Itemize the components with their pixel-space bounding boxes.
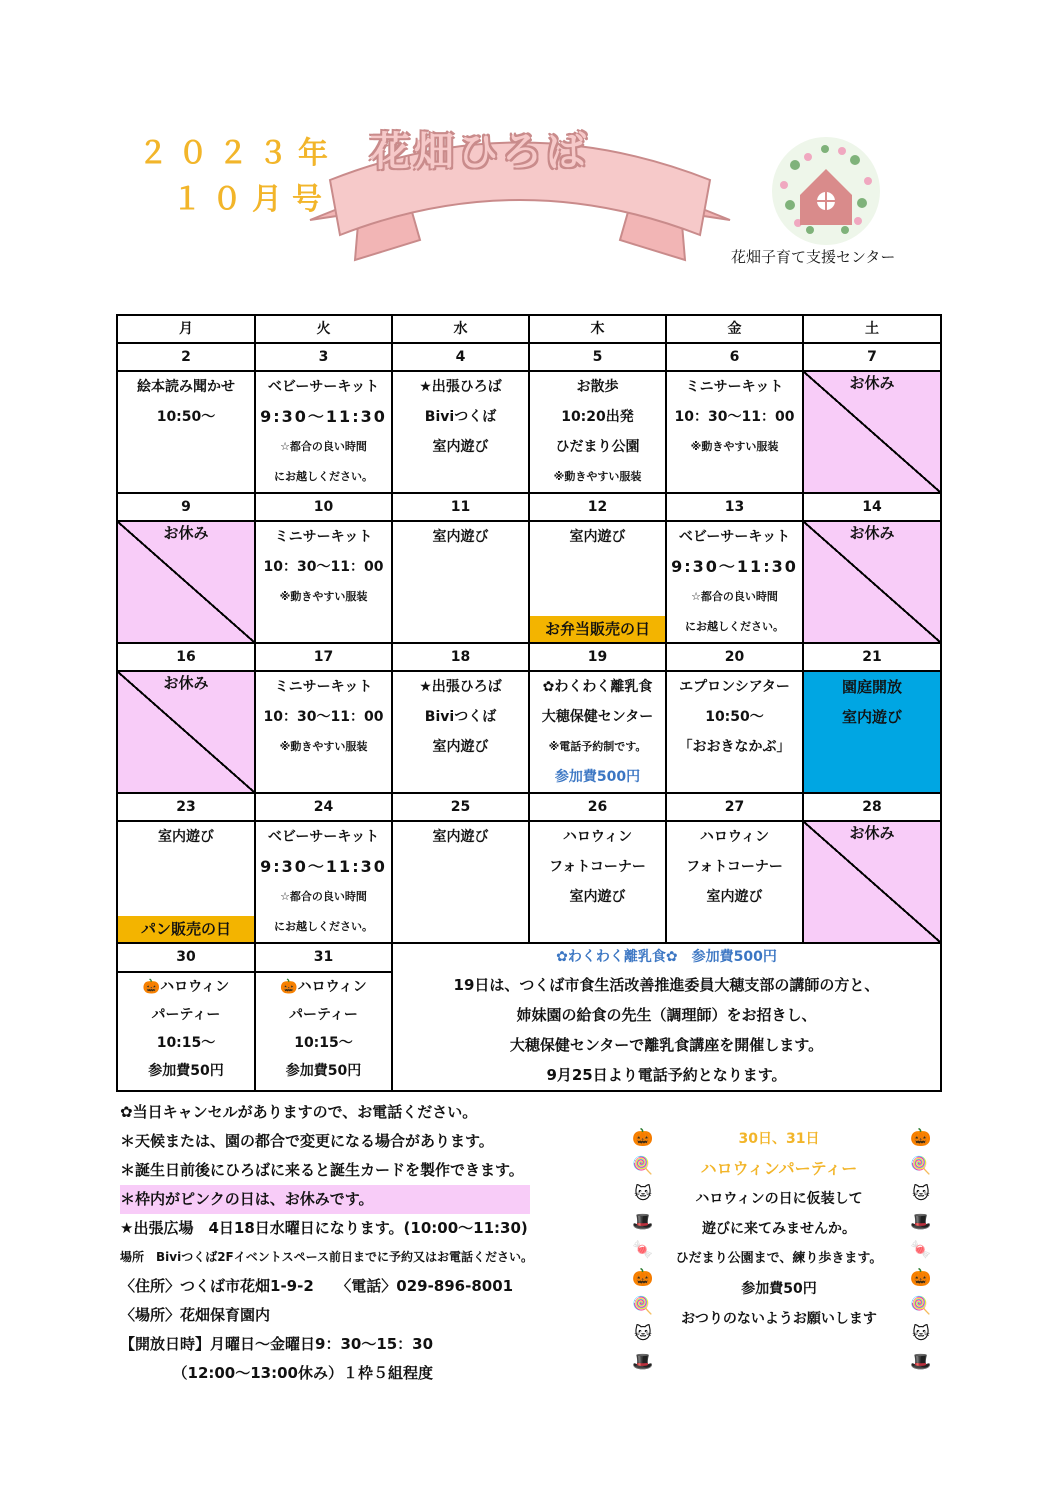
date-row xyxy=(117,343,941,371)
event-line: ✿わくわく離乳食 xyxy=(542,679,653,695)
date-cell: 23 xyxy=(117,793,255,821)
event-line: ベビーサーキット xyxy=(678,529,791,545)
event-line: 10：30～11：00 xyxy=(674,409,795,425)
weaning-food-line: 9月25日より電話予約となります。 xyxy=(546,1066,787,1084)
halloween-icons-right: 🎃 🍭 🐱 🎩 🍬 🎃 🍭 🐱 🎩 xyxy=(910,1128,932,1372)
event-line: 9:30～11:30 xyxy=(671,557,798,576)
event-cell xyxy=(117,371,255,493)
page-title: 花畑ひろば xyxy=(370,129,590,175)
event-line: ※動きやすい服装 xyxy=(690,440,779,453)
note-line: ✿当日キャンセルがありますので、お電話ください。 xyxy=(120,1103,478,1121)
event-line: 参加費50円 xyxy=(285,1062,362,1079)
date-row xyxy=(117,793,941,821)
event-line: 9:30～11:30 xyxy=(260,857,387,876)
event-line: 園庭開放 xyxy=(841,678,902,696)
holiday-label: お休み xyxy=(849,824,895,842)
date-row xyxy=(117,493,941,521)
date-cell: 26 xyxy=(529,793,666,821)
event-cell xyxy=(666,821,803,943)
note-line: ＊天候または、園の都合で変更になる場合があります。 xyxy=(120,1132,494,1150)
date-cell: 6 xyxy=(666,343,803,371)
weaning-food-line: 大穂保健センターで離乳食講座を開催します。 xyxy=(509,1036,824,1054)
event-line: ※動きやすい服装 xyxy=(279,740,368,753)
date-cell: 27 xyxy=(666,793,803,821)
date-cell: 4 xyxy=(392,343,529,371)
event-line: ミニサーキット xyxy=(274,529,373,545)
address-line: 〈住所〉つくば市花畑1-9-2 〈電話〉029-896-8001 xyxy=(120,1277,514,1295)
event-line: 大穂保健センター xyxy=(541,709,654,725)
event-line: 「おおきなかぶ」 xyxy=(678,739,791,755)
weekday-row xyxy=(117,315,941,343)
weekday-cell: 火 xyxy=(255,315,392,343)
event-cell xyxy=(803,371,941,493)
holiday-label: お休み xyxy=(849,374,895,392)
weekday-cell: 水 xyxy=(392,315,529,343)
weaning-food-info xyxy=(392,943,941,1091)
sale-day-badge: パン販売の日 xyxy=(118,916,254,942)
event-line: 10:50～ xyxy=(705,709,764,725)
event-cell xyxy=(255,671,392,793)
event-line: ☆都合の良い時間 xyxy=(691,590,778,603)
date-row xyxy=(117,943,941,972)
date-cell: 14 xyxy=(803,493,941,521)
event-line: ミニサーキット xyxy=(274,679,373,695)
weaning-food-title: ✿わくわく離乳食✿ 参加費500円 xyxy=(556,949,777,965)
event-line: 絵本読み聞かせ xyxy=(137,379,235,395)
holiday-label: お休み xyxy=(163,674,209,692)
date-cell: 28 xyxy=(803,793,941,821)
date-row xyxy=(117,643,941,671)
month-label: １０月号 xyxy=(172,182,332,217)
note-line-holiday: ＊枠内がピンクの日は、お休みです。 xyxy=(120,1185,530,1214)
date-cell: 19 xyxy=(529,643,666,671)
event-cell xyxy=(803,821,941,943)
event-row xyxy=(117,821,941,943)
calendar-table xyxy=(116,314,942,1092)
event-line: お散歩 xyxy=(576,379,619,395)
event-cell xyxy=(392,821,529,943)
event-line: Biviつくば xyxy=(424,709,497,725)
event-cell xyxy=(803,671,941,793)
event-line: 10:15～ xyxy=(156,1034,216,1051)
event-line: ☆都合の良い時間 xyxy=(280,890,367,903)
event-line: ★出張ひろば xyxy=(419,679,502,695)
date-cell: 30 xyxy=(117,943,255,972)
event-line: 10：30～11：00 xyxy=(263,709,384,725)
event-cell xyxy=(529,371,666,493)
halloween-line: おつりのないようお願いします xyxy=(681,1311,877,1327)
event-line: フォトコーナー xyxy=(686,859,783,875)
halloween-line: 遊びに来てみませんか。 xyxy=(702,1221,856,1237)
event-row xyxy=(117,671,941,793)
date-cell: 11 xyxy=(392,493,529,521)
halloween-line: 参加費50円 xyxy=(741,1281,817,1297)
note-line: ＊誕生日前後にひろばに来ると誕生カードを製作できます。 xyxy=(120,1161,524,1179)
event-line: 参加費500円 xyxy=(554,769,641,785)
date-cell: 18 xyxy=(392,643,529,671)
date-cell: 10 xyxy=(255,493,392,521)
event-line: にお越しください。 xyxy=(274,470,373,483)
event-line: 室内遊び xyxy=(158,829,214,845)
event-line: にお越しください。 xyxy=(274,920,373,933)
event-cell xyxy=(529,821,666,943)
event-cell xyxy=(666,671,803,793)
event-line: 室内遊び xyxy=(706,889,763,905)
event-cell xyxy=(392,671,529,793)
weekday-cell: 月 xyxy=(117,315,255,343)
date-cell: 24 xyxy=(255,793,392,821)
event-line: 🎃ハロウィン xyxy=(280,978,367,995)
event-cell xyxy=(117,671,255,793)
event-line: ※電話予約制です。 xyxy=(548,740,647,753)
event-cell xyxy=(255,521,392,643)
event-line: 10：30～11：00 xyxy=(263,559,384,575)
event-line: ☆都合の良い時間 xyxy=(280,440,367,453)
weekday-cell: 土 xyxy=(803,315,941,343)
event-cell xyxy=(529,521,666,643)
event-line: Biviつくば xyxy=(424,409,497,425)
weekday-cell: 木 xyxy=(529,315,666,343)
event-line: 室内遊び xyxy=(432,529,489,545)
event-line: 室内遊び xyxy=(569,529,626,545)
event-cell xyxy=(529,671,666,793)
location-line: 〈場所〉花畑保育園内 xyxy=(120,1306,271,1324)
hours-sub-line: （12:00～13:00休み）１枠５組程度 xyxy=(120,1364,433,1382)
event-line: パーティー xyxy=(151,1006,221,1023)
date-cell: 9 xyxy=(117,493,255,521)
event-line: パーティー xyxy=(289,1006,358,1023)
event-line: ハロウィン xyxy=(562,829,633,845)
event-line: エプロンシアター xyxy=(679,679,790,695)
event-line: ベビーサーキット xyxy=(267,379,380,395)
year-label: ２０２３年 xyxy=(138,136,338,171)
event-line: 10:20出発 xyxy=(561,409,634,425)
date-cell: 20 xyxy=(666,643,803,671)
hours-line: 【開放日時】月曜日～金曜日9：30～15：30 xyxy=(120,1335,434,1353)
event-line: ★出張ひろば xyxy=(419,379,502,395)
event-line: 🎃ハロウィン xyxy=(142,978,230,995)
event-line: ミニサーキット xyxy=(685,379,784,395)
event-cell xyxy=(392,521,529,643)
event-line: フォトコーナー xyxy=(549,859,646,875)
holiday-label: お休み xyxy=(163,524,209,542)
date-cell: 21 xyxy=(803,643,941,671)
event-cell xyxy=(666,521,803,643)
event-cell xyxy=(255,821,392,943)
weaning-food-line: 19日は、つくば市食生活改善推進委員大穂支部の講師の方と、 xyxy=(453,976,880,994)
date-cell: 5 xyxy=(529,343,666,371)
event-line: ※動きやすい服装 xyxy=(279,590,368,603)
event-cell xyxy=(255,972,392,1091)
event-line: 室内遊び xyxy=(841,708,902,726)
weaning-food-line: 姉妹園の給食の先生（調理師）をお招きし、 xyxy=(516,1006,817,1024)
note-line: ★出張広場 4日18日水曜日になります。(10:00～11:30) xyxy=(120,1219,528,1237)
event-line: 10:50～ xyxy=(156,409,216,425)
halloween-icons-left: 🎃 🍭 🐱 🎩 🍬 🎃 🍭 🐱 🎩 xyxy=(632,1128,654,1372)
event-cell xyxy=(392,371,529,493)
note-line: 場所 Biviつくば2Fイベントスペース前日までに予約又はお電話ください。 xyxy=(120,1250,534,1264)
event-row xyxy=(117,371,941,493)
halloween-line: ハロウィンの日に仮装して xyxy=(695,1191,863,1207)
center-name: 花畑子育て支援センター xyxy=(731,248,896,266)
notes-list xyxy=(120,1098,533,1388)
event-line: 室内遊び xyxy=(432,829,489,845)
event-line: ベビーサーキット xyxy=(267,829,380,845)
date-cell: 16 xyxy=(117,643,255,671)
halloween-line: ひだまり公園まで、練り歩きます。 xyxy=(675,1251,883,1266)
event-line: 室内遊び xyxy=(569,889,626,905)
event-line: 室内遊び xyxy=(432,439,489,455)
event-line: 室内遊び xyxy=(432,739,489,755)
sale-day-badge: お弁当販売の日 xyxy=(530,616,665,642)
halloween-info xyxy=(660,1124,898,1334)
event-line: にお越しください。 xyxy=(685,620,784,633)
weekday-cell: 金 xyxy=(666,315,803,343)
date-cell: 3 xyxy=(255,343,392,371)
event-line: 9:30～11:30 xyxy=(260,407,387,426)
event-cell xyxy=(666,371,803,493)
event-cell xyxy=(803,521,941,643)
event-cell xyxy=(117,821,255,943)
event-line: ひだまり公園 xyxy=(555,439,640,455)
date-cell: 17 xyxy=(255,643,392,671)
date-cell: 2 xyxy=(117,343,255,371)
date-cell: 12 xyxy=(529,493,666,521)
date-cell: 13 xyxy=(666,493,803,521)
event-cell xyxy=(117,521,255,643)
event-line: 参加費50円 xyxy=(148,1062,224,1079)
date-cell: 25 xyxy=(392,793,529,821)
event-row xyxy=(117,521,941,643)
date-cell: 7 xyxy=(803,343,941,371)
date-cell: 31 xyxy=(255,943,392,972)
house-logo-icon xyxy=(770,135,882,247)
event-cell xyxy=(255,371,392,493)
event-line: ハロウィン xyxy=(699,829,770,845)
event-cell xyxy=(117,972,255,1091)
event-line: ※動きやすい服装 xyxy=(553,470,642,483)
event-line: 10:15～ xyxy=(294,1034,353,1051)
halloween-date: 30日、31日 xyxy=(738,1131,820,1147)
halloween-title: ハロウィンパーティー xyxy=(700,1159,858,1178)
holiday-label: お休み xyxy=(849,524,895,542)
